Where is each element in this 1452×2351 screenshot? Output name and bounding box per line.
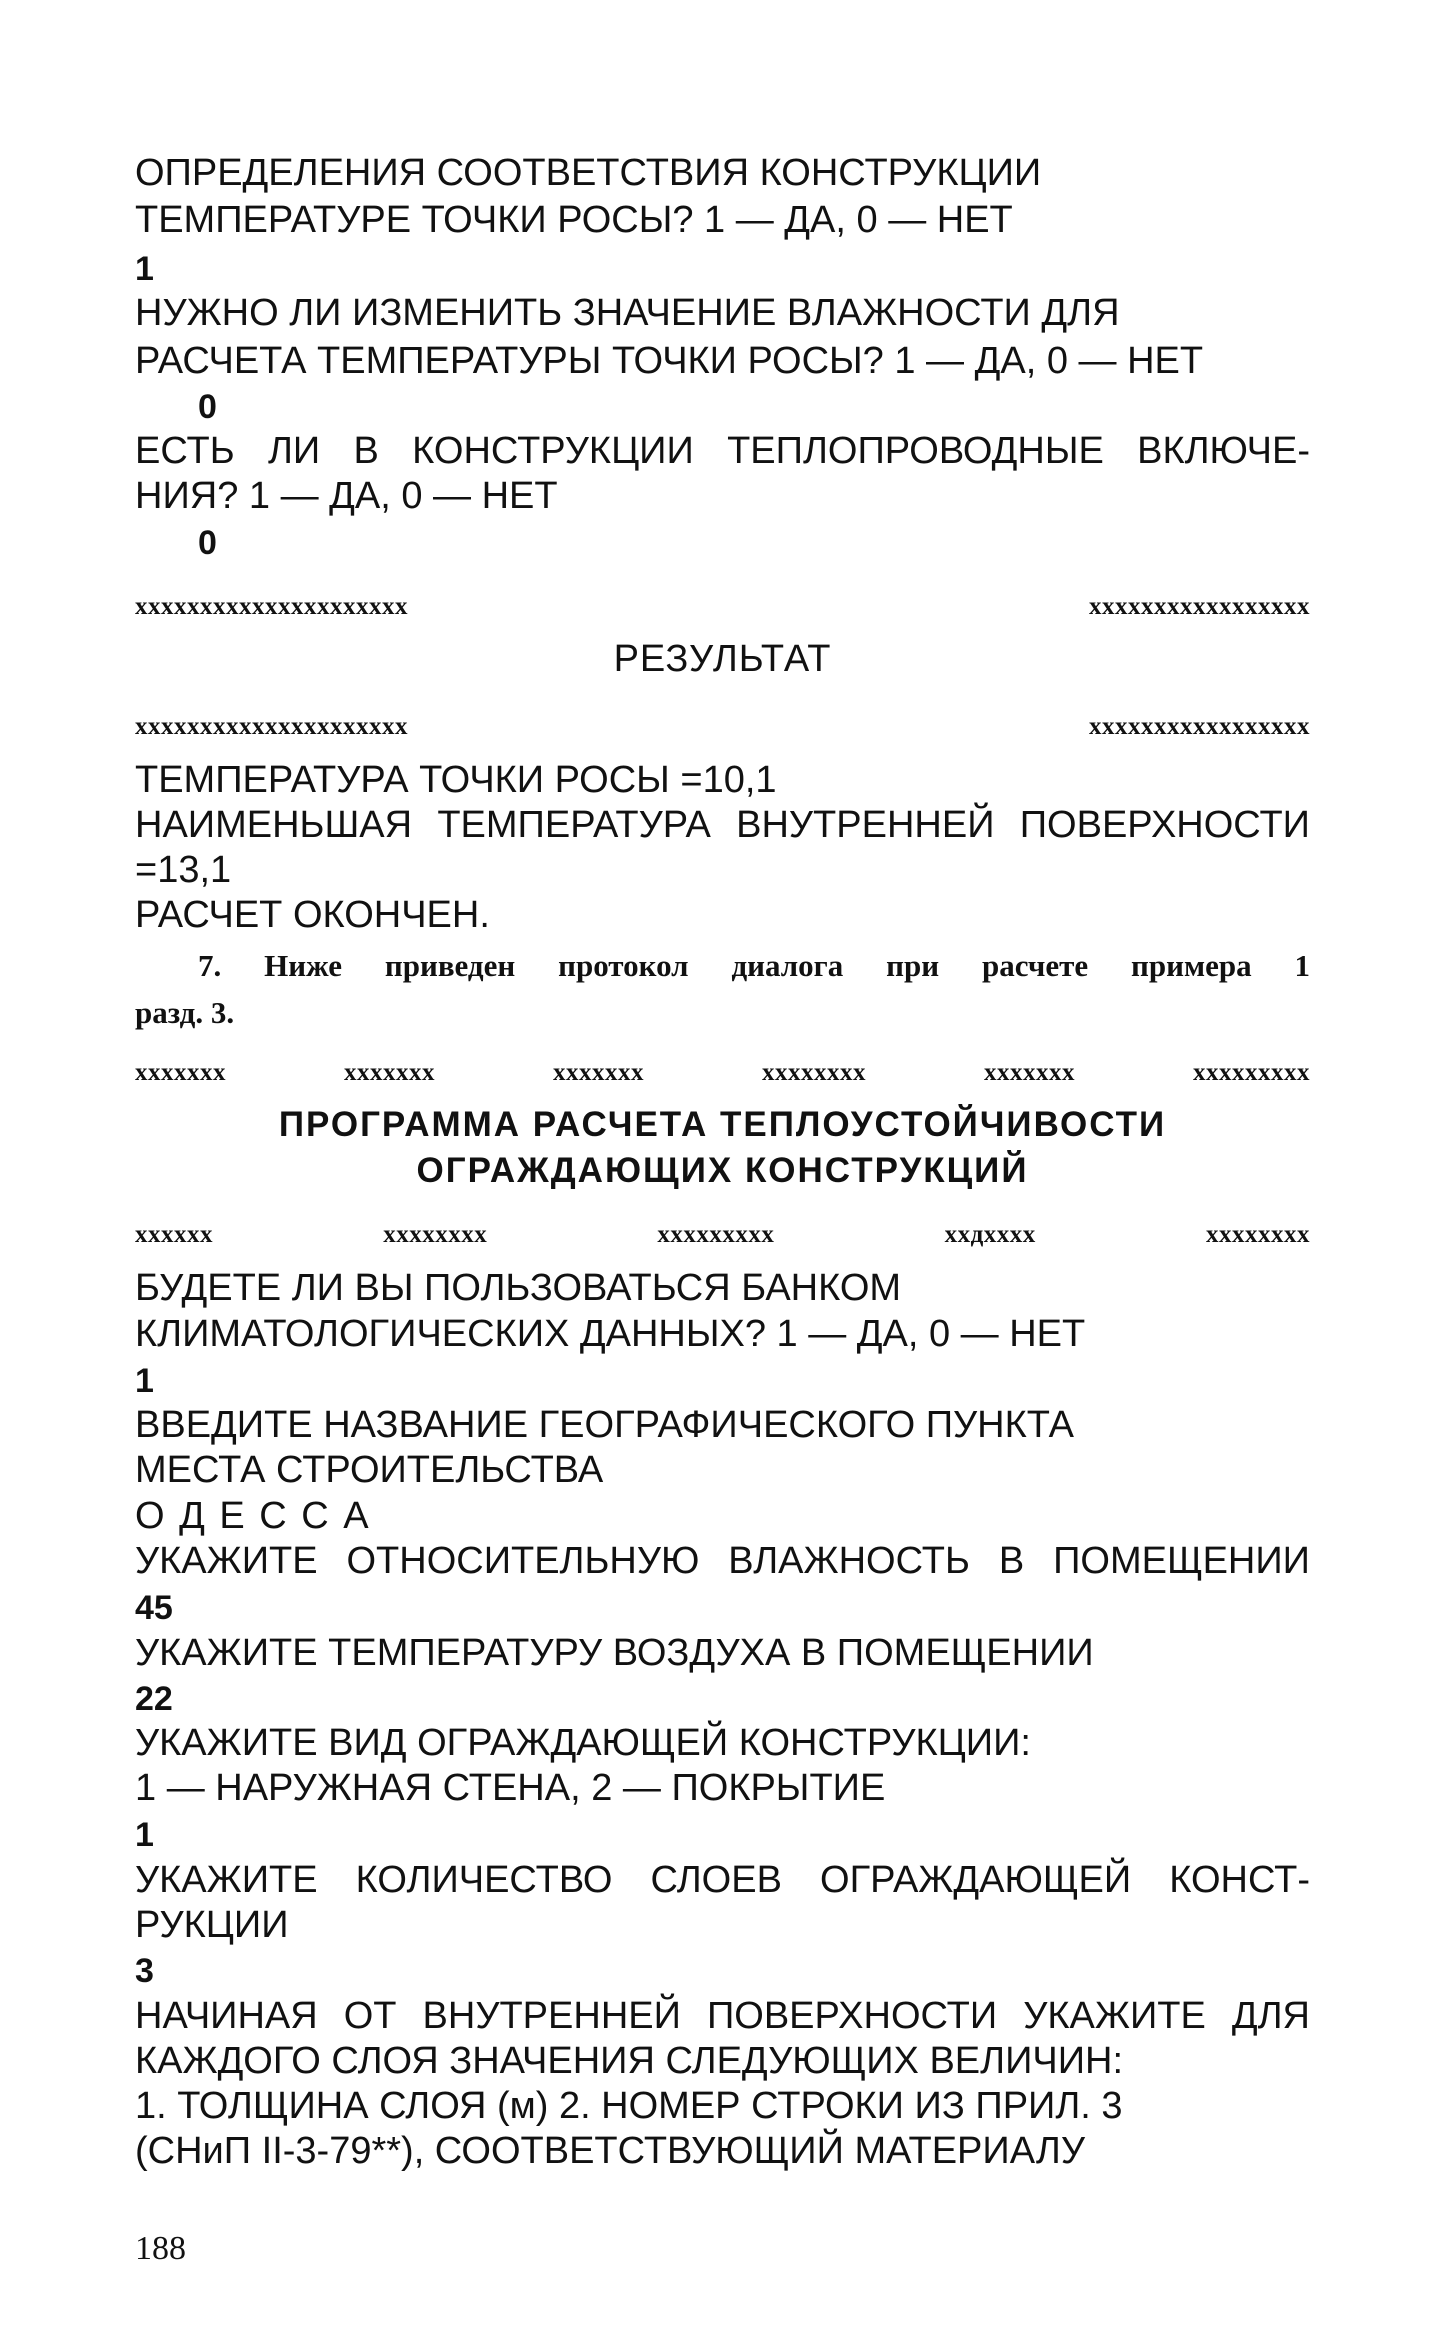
- text-line: УКАЖИТЕ ВИД ОГРАЖДАЮЩЕЙ КОНСТРУКЦИИ:: [135, 1722, 1031, 1764]
- page-number: 188: [135, 2230, 186, 2267]
- answer-value: 1: [135, 250, 154, 288]
- narrative-line: 7. Ниже приведен протокол диалога при расчете примера 1: [198, 948, 1310, 983]
- separator: xxxxxxxxxxxxxxxxxxxxx: [135, 593, 408, 620]
- separator-row: [135, 592, 1310, 622]
- separator: xxxxxx: [135, 1221, 213, 1248]
- answer-value: 45: [135, 1589, 173, 1627]
- text-line: УКАЖИТЕ ОТНОСИТЕЛЬНУЮ ВЛАЖНОСТЬ В ПОМЕЩЕНИИ: [135, 1540, 1310, 1582]
- program-title: ПРОГРАММА РАСЧЕТА ТЕПЛОУСТОЙЧИВОСТИ: [278, 1105, 1167, 1144]
- text-line: (СНиП II-3-79**), СООТВЕТСТВУЮЩИЙ МАТЕРИАЛУ: [135, 2130, 1085, 2172]
- separator-row: [135, 1058, 1310, 1088]
- text-line: ОПРЕДЕЛЕНИЯ СООТВЕТСТВИЯ КОНСТРУКЦИИ: [135, 152, 1042, 194]
- program-title: ОГРАЖДАЮЩИХ КОНСТРУКЦИЙ: [416, 1151, 1029, 1190]
- text-line: РАСЧЕТ ОКОНЧЕН.: [135, 894, 490, 936]
- separator: xxxxxxxx: [383, 1221, 488, 1248]
- text-line: НИЯ? 1 — ДА, 0 — НЕТ: [135, 475, 558, 517]
- text-line: УКАЖИТЕ ТЕМПЕРАТУРУ ВОЗДУХА В ПОМЕЩЕНИИ: [135, 1632, 1094, 1674]
- text-line: РУКЦИИ: [135, 1904, 289, 1946]
- answer-value: 0: [198, 388, 217, 426]
- text-line: 1. ТОЛЩИНА СЛОЯ (м) 2. НОМЕР СТРОКИ ИЗ ПРИЛ. 3: [135, 2085, 1123, 2127]
- separator: xxxxxxxxxxxxxxxxxxxxx: [135, 713, 408, 740]
- separator: xxxxxxxxxxxxxxxxx: [1089, 713, 1310, 740]
- separator-row: [135, 712, 1310, 742]
- text-line: ЕСТЬ ЛИ В КОНСТРУКЦИИ ТЕПЛОПРОВОДНЫЕ ВКЛЮЧЕ-: [135, 430, 1310, 472]
- separator: xxxxxxx: [135, 1059, 226, 1086]
- separator: xxxxxxxxxxxxxxxxx: [1089, 593, 1310, 620]
- separator: xxxxxxxxx: [657, 1221, 775, 1248]
- text-line: ТЕМПЕРАТУРА ТОЧКИ РОСЫ =10,1: [135, 759, 777, 801]
- text-line: ТЕМПЕРАТУРЕ ТОЧКИ РОСЫ? 1 — ДА, 0 — НЕТ: [135, 199, 1013, 241]
- answer-value: 3: [135, 1952, 154, 1990]
- text-line: РАСЧЕТА ТЕМПЕРАТУРЫ ТОЧКИ РОСЫ? 1 — ДА, 0 — НЕТ: [135, 340, 1204, 382]
- text-line: БУДЕТЕ ЛИ ВЫ ПОЛЬЗОВАТЬСЯ БАНКОМ: [135, 1267, 902, 1309]
- narrative-line: разд. 3.: [135, 995, 235, 1030]
- answer-value: 1: [135, 1816, 154, 1854]
- text-line: НУЖНО ЛИ ИЗМЕНИТЬ ЗНАЧЕНИЕ ВЛАЖНОСТИ ДЛЯ: [135, 292, 1120, 334]
- text-line: НАИМЕНЬШАЯ ТЕМПЕРАТУРА ВНУТРЕННЕЙ ПОВЕРХНОСТИ: [135, 804, 1310, 846]
- answer-value: 22: [135, 1680, 173, 1718]
- separator: xxxxxxx: [984, 1059, 1075, 1086]
- text-line: ВВЕДИТЕ НАЗВАНИЕ ГЕОГРАФИЧЕСКОГО ПУНКТА: [135, 1404, 1075, 1446]
- text-line: МЕСТА СТРОИТЕЛЬСТВА: [135, 1449, 604, 1491]
- answer-value: 0: [198, 524, 217, 562]
- answer-value: 1: [135, 1362, 154, 1400]
- separator-row: [135, 1220, 1310, 1250]
- text-line: 1 — НАРУЖНАЯ СТЕНА, 2 — ПОКРЫТИЕ: [135, 1767, 886, 1809]
- text-line: =13,1: [135, 849, 232, 891]
- separator: xxxxxxx: [553, 1059, 644, 1086]
- text-line: УКАЖИТЕ КОЛИЧЕСТВО СЛОЕВ ОГРАЖДАЮЩЕЙ КОНСТ-: [135, 1859, 1310, 1901]
- text-line: КАЖДОГО СЛОЯ ЗНАЧЕНИЯ СЛЕДУЮЩИХ ВЕЛИЧИН:: [135, 2040, 1124, 2082]
- answer-value: О Д Е С С А: [135, 1495, 371, 1537]
- result-heading: РЕЗУЛЬТАТ: [613, 638, 832, 680]
- separator: xxдxxxx: [944, 1221, 1036, 1248]
- text-line: НАЧИНАЯ ОТ ВНУТРЕННЕЙ ПОВЕРХНОСТИ УКАЖИТЕ ДЛЯ: [135, 1995, 1310, 2037]
- separator: xxxxxxxxx: [1193, 1059, 1310, 1086]
- text-line: КЛИМАТОЛОГИЧЕСКИХ ДАННЫХ? 1 — ДА, 0 — НЕТ: [135, 1313, 1086, 1355]
- separator: xxxxxxx: [344, 1059, 435, 1086]
- separator: xxxxxxxx: [762, 1059, 866, 1086]
- separator: xxxxxxxx: [1205, 1221, 1310, 1248]
